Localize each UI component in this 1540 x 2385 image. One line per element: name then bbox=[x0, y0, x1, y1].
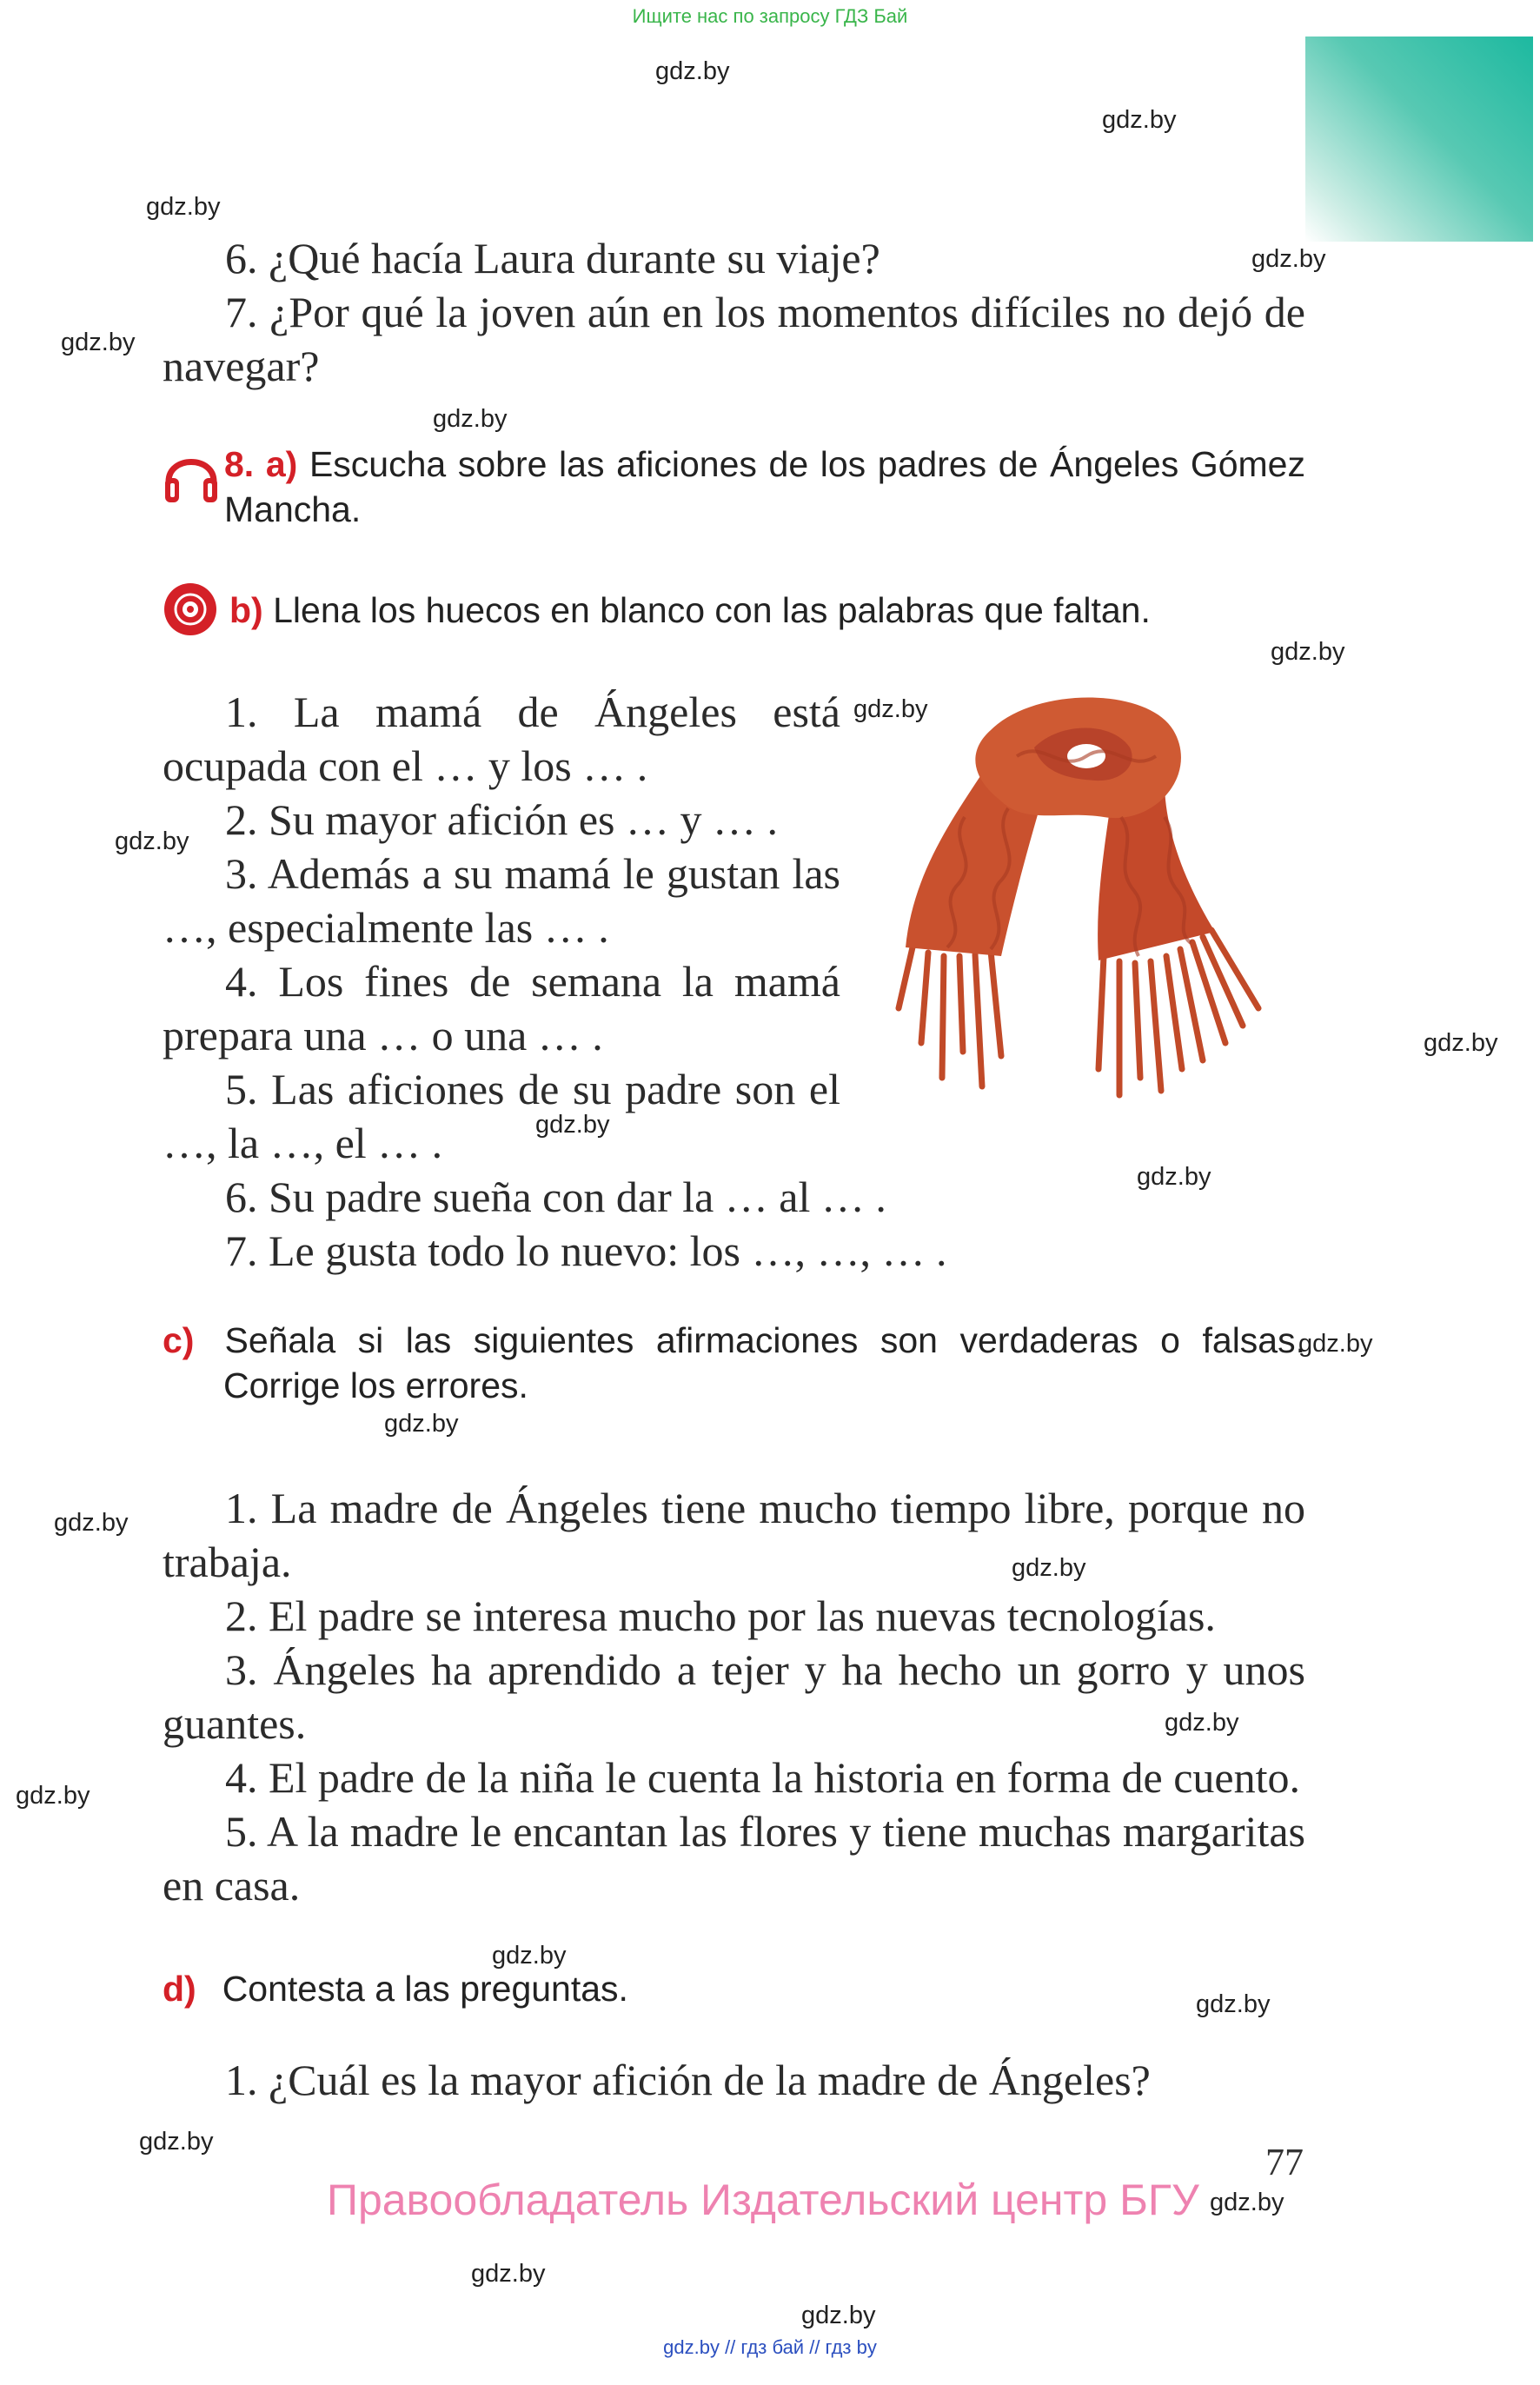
watermark: gdz.by bbox=[1102, 106, 1177, 134]
watermark: gdz.by bbox=[1196, 1990, 1271, 2018]
exercise-8a-text: Escucha sobre las aficiones de los padres de Ángeles Gómez Mancha. bbox=[224, 444, 1305, 529]
b-item-1: 1. La mamá de Ángeles está ocupada con el … y los … . bbox=[163, 688, 840, 790]
watermark: gdz.by bbox=[1165, 1709, 1239, 1737]
b-item-5: 5. Las aficiones de su padre son el …, la …, el … . bbox=[163, 1065, 840, 1167]
c-item-1: 1. La madre de Ángeles tiene mucho tiempo libre, porque no trabaja. bbox=[163, 1484, 1305, 1586]
b-item-4: 4. Los fines de semana la mamá prepara una … o una … . bbox=[163, 957, 840, 1060]
b-item-2: 2. Su mayor afición es … y … . bbox=[225, 795, 779, 844]
watermark: gdz.by bbox=[384, 1410, 459, 1438]
label-a: a) bbox=[265, 444, 298, 484]
search-hint: Ищите нас по запросу ГДЗ Бай bbox=[632, 5, 908, 27]
watermark: gdz.by bbox=[61, 329, 136, 356]
watermark: gdz.by bbox=[146, 193, 221, 221]
watermark: gdz.by bbox=[1251, 245, 1326, 273]
exercise-8b-text: Llena los huecos en blanco con las palabras que faltan. bbox=[273, 590, 1151, 630]
watermark: gdz.by bbox=[1012, 1554, 1086, 1582]
label-c: c) bbox=[163, 1320, 195, 1360]
watermark: gdz.by bbox=[655, 57, 730, 85]
c-item-4: 4. El padre de la niña le cuenta la historia en forma de cuento. bbox=[225, 1753, 1300, 1802]
exercise-8c bbox=[163, 1318, 1305, 1408]
exercise-8d bbox=[163, 1966, 628, 2011]
c-item-3: 3. Ángeles ha aprendido a tejer y ha hecho un gorro y unos guantes. bbox=[163, 1645, 1305, 1748]
watermark: gdz.by bbox=[139, 2128, 214, 2156]
watermark: gdz.by bbox=[535, 1111, 610, 1139]
headphones-icon bbox=[162, 448, 221, 506]
watermark: gdz.by bbox=[54, 1509, 129, 1537]
d-item-1: 1. ¿Cuál es la mayor afición de la madre de Ángeles? bbox=[225, 2056, 1151, 2104]
watermark: gdz.by bbox=[801, 2302, 876, 2329]
question-7: 7. ¿Por qué la joven aún en los momentos difíciles no dejó de navegar? bbox=[163, 288, 1305, 390]
watermark: gdz.by bbox=[1298, 1330, 1373, 1358]
exercise-8b bbox=[229, 588, 1151, 633]
exercise-8d-text: Contesta a las preguntas. bbox=[222, 1969, 628, 2009]
watermark: gdz.by bbox=[1210, 2189, 1284, 2216]
b-item-7: 7. Le gusta todo lo nuevo: los …, …, … . bbox=[225, 1226, 947, 1275]
watermark: gdz.by bbox=[115, 827, 189, 855]
corner-decoration bbox=[1305, 37, 1533, 242]
watermark: gdz.by bbox=[471, 2260, 546, 2288]
exercise-8c-text: Señala si las siguientes afirmaciones son verdaderas o falsas. Corrige los errores. bbox=[223, 1320, 1305, 1405]
page-number: 77 bbox=[1265, 2141, 1304, 2183]
watermark: gdz.by bbox=[1137, 1163, 1211, 1191]
question-6: 6. ¿Qué hacía Laura durante su viaje? bbox=[225, 234, 880, 282]
watermark: gdz.by bbox=[853, 695, 928, 723]
disc-icon bbox=[162, 581, 219, 638]
watermark: gdz.by bbox=[492, 1942, 567, 1970]
watermark: gdz.by bbox=[1271, 638, 1345, 666]
scarf-illustration bbox=[886, 695, 1304, 1104]
c-item-2: 2. El padre se interesa mucho por las nuevas tecnologías. bbox=[225, 1591, 1216, 1640]
b-item-6: 6. Su padre sueña con dar la … al … . bbox=[225, 1173, 886, 1221]
exercise-number: 8. bbox=[224, 444, 255, 484]
exercise-8a bbox=[224, 442, 1305, 532]
footer-links[interactable]: gdz.by // гдз бай // гдз by bbox=[663, 2336, 877, 2358]
c-item-5: 5. A la madre le encantan las flores y tiene muchas margaritas en casa. bbox=[163, 1807, 1305, 1910]
label-b: b) bbox=[229, 590, 263, 630]
watermark: gdz.by bbox=[433, 405, 508, 433]
label-d: d) bbox=[163, 1969, 196, 2009]
b-item-3: 3. Además a su mamá le gustan las …, especialmente las … . bbox=[163, 849, 840, 952]
rights-holder: Правообладатель Издательский центр БГУ bbox=[327, 2176, 1199, 2224]
watermark: gdz.by bbox=[1424, 1029, 1498, 1057]
watermark: gdz.by bbox=[16, 1782, 90, 1810]
